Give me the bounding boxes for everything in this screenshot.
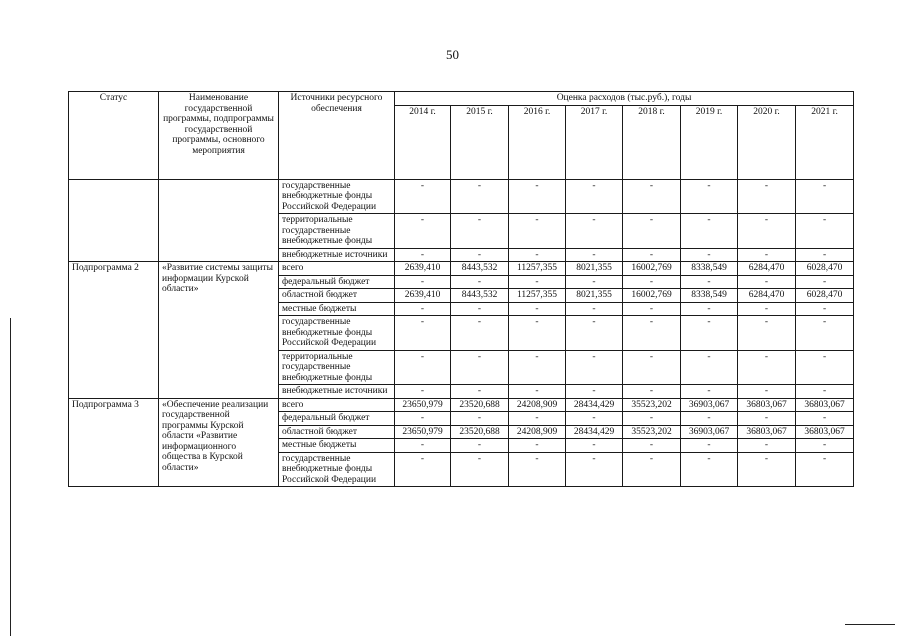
row-value: - [395,302,451,316]
row-value: - [623,385,681,399]
row-value: - [395,439,451,453]
header-year: 2020 г. [738,105,796,179]
row-value: - [796,214,854,249]
row-source: территориальные государственные внебюджетные фонды [279,214,395,249]
row-value: - [623,316,681,351]
row-value: - [395,248,451,262]
row-value: - [509,275,566,289]
row-source: областной бюджет [279,425,395,439]
header-name: Наименование государственной программы, подпрограммы государственной программы, основного мероприятия [159,92,279,180]
row-value: - [623,179,681,214]
table-row [69,262,854,276]
row-value: - [566,350,623,385]
row-value: - [395,385,451,399]
row-value: - [395,275,451,289]
row-value: 35523,202 [623,425,681,439]
table-row [69,398,854,412]
row-value: - [395,452,451,487]
header-status: Статус [69,92,159,180]
row-value: - [509,316,566,351]
row-value: - [796,179,854,214]
row-value: - [796,302,854,316]
row-value: 8443,532 [451,289,509,303]
row-value: - [738,350,796,385]
row-value: 8443,532 [451,262,509,276]
row-value: 28434,429 [566,398,623,412]
row-source: областной бюджет [279,289,395,303]
row-value: - [623,302,681,316]
row-value: - [623,248,681,262]
row-source: государственные внебюджетные фонды Российской Федерации [279,179,395,214]
row-value: - [681,214,738,249]
left-margin-rule [10,318,11,636]
row-value: - [738,275,796,289]
row-value: - [796,316,854,351]
row-value: 23520,688 [451,425,509,439]
row-value: - [451,275,509,289]
row-source: внебюджетные источники [279,248,395,262]
row-value: - [623,452,681,487]
row-value: 28434,429 [566,425,623,439]
row-value: - [738,452,796,487]
row-value: 8338,549 [681,289,738,303]
row-value: - [566,439,623,453]
row-value: - [623,350,681,385]
row-status [69,179,159,262]
header-year: 2018 г. [623,105,681,179]
row-value: 24208,909 [509,425,566,439]
row-value: - [796,385,854,399]
row-value: - [681,275,738,289]
row-value: - [451,385,509,399]
row-value: - [451,439,509,453]
row-value: 35523,202 [623,398,681,412]
row-program-name: «Обеспечение реализации государственной программы Курской области «Развитие информационного общества в Курской области» [159,398,279,487]
row-value: - [738,385,796,399]
header-year: 2021 г. [796,105,854,179]
header-year: 2017 г. [566,105,623,179]
row-value: - [796,275,854,289]
row-value: - [509,452,566,487]
row-value: 11257,355 [509,289,566,303]
row-value: - [395,179,451,214]
row-value: 8021,355 [566,289,623,303]
row-value: 6028,470 [796,289,854,303]
row-source: внебюджетные источники [279,385,395,399]
row-value: - [738,214,796,249]
row-value: 2639,410 [395,262,451,276]
row-value: - [796,412,854,426]
row-value: - [796,452,854,487]
row-value: - [623,275,681,289]
row-value: - [509,350,566,385]
row-source: всего [279,398,395,412]
row-value: - [738,439,796,453]
table-body [69,179,854,487]
row-value: - [509,385,566,399]
table-row [69,179,854,214]
row-value: 36803,067 [738,425,796,439]
row-value: - [566,385,623,399]
row-value: - [451,214,509,249]
row-value: - [681,350,738,385]
row-value: 36803,067 [738,398,796,412]
row-source: государственные внебюджетные фонды Российской Федерации [279,316,395,351]
row-program-name [159,179,279,262]
row-value: - [451,412,509,426]
row-value: 11257,355 [509,262,566,276]
row-value: 36803,067 [796,398,854,412]
row-value: 6284,470 [738,289,796,303]
row-value: - [395,350,451,385]
row-value: - [681,248,738,262]
row-value: 23650,979 [395,398,451,412]
row-value: - [509,179,566,214]
row-value: - [451,302,509,316]
row-value: - [451,350,509,385]
row-value: - [738,248,796,262]
row-value: - [738,412,796,426]
row-value: 16002,769 [623,289,681,303]
row-source: всего [279,262,395,276]
row-value: 23650,979 [395,425,451,439]
row-value: - [566,275,623,289]
row-status: Подпрограмма 3 [69,398,159,487]
expenditure-table [68,91,854,487]
row-value: - [623,412,681,426]
row-value: - [566,452,623,487]
row-value: - [566,316,623,351]
row-value: - [738,316,796,351]
row-value: - [395,214,451,249]
row-value: 36803,067 [796,425,854,439]
row-value: - [395,316,451,351]
row-source: государственные внебюджетные фонды Российской Федерации [279,452,395,487]
row-value: 8021,355 [566,262,623,276]
table-header [69,92,854,180]
page-number: 50 [446,47,459,62]
header-year: 2016 г. [509,105,566,179]
row-value: - [681,179,738,214]
row-value: - [451,316,509,351]
row-value: - [796,248,854,262]
header-year: 2019 г. [681,105,738,179]
row-value: - [566,412,623,426]
row-value: - [566,179,623,214]
row-value: - [623,214,681,249]
row-value: - [509,439,566,453]
row-value: - [509,214,566,249]
row-value: - [509,302,566,316]
row-program-name: «Развитие системы защиты информации Курской области» [159,262,279,399]
row-value: 6028,470 [796,262,854,276]
row-status: Подпрограмма 2 [69,262,159,399]
row-value: - [509,412,566,426]
row-source: федеральный бюджет [279,275,395,289]
header-year: 2015 г. [451,105,509,179]
row-value: - [738,302,796,316]
row-value: - [451,179,509,214]
row-value: 6284,470 [738,262,796,276]
row-source: территориальные государственные внебюджетные фонды [279,350,395,385]
header-year: 2014 г. [395,105,451,179]
row-value: - [623,439,681,453]
row-value: - [566,248,623,262]
footer-rule [845,624,895,625]
row-value: 24208,909 [509,398,566,412]
row-value: - [451,248,509,262]
row-value: 23520,688 [451,398,509,412]
row-value: - [796,439,854,453]
row-value: 36903,067 [681,398,738,412]
row-source: федеральный бюджет [279,412,395,426]
row-value: - [681,302,738,316]
row-value: - [566,214,623,249]
row-source: местные бюджеты [279,439,395,453]
row-value: - [681,385,738,399]
row-value: - [566,302,623,316]
header-estimate: Оценка расходов (тыс.руб.), годы [395,92,854,106]
row-value: - [796,350,854,385]
row-value: 2639,410 [395,289,451,303]
row-value: - [681,439,738,453]
row-value: - [395,412,451,426]
row-value: - [509,248,566,262]
row-source: местные бюджеты [279,302,395,316]
row-value: - [681,316,738,351]
row-value: - [681,412,738,426]
row-value: - [681,452,738,487]
row-value: 36903,067 [681,425,738,439]
header-sources: Источники ресурсного обеспечения [279,92,395,180]
row-value: 16002,769 [623,262,681,276]
row-value: 8338,549 [681,262,738,276]
row-value: - [451,452,509,487]
row-value: - [738,179,796,214]
